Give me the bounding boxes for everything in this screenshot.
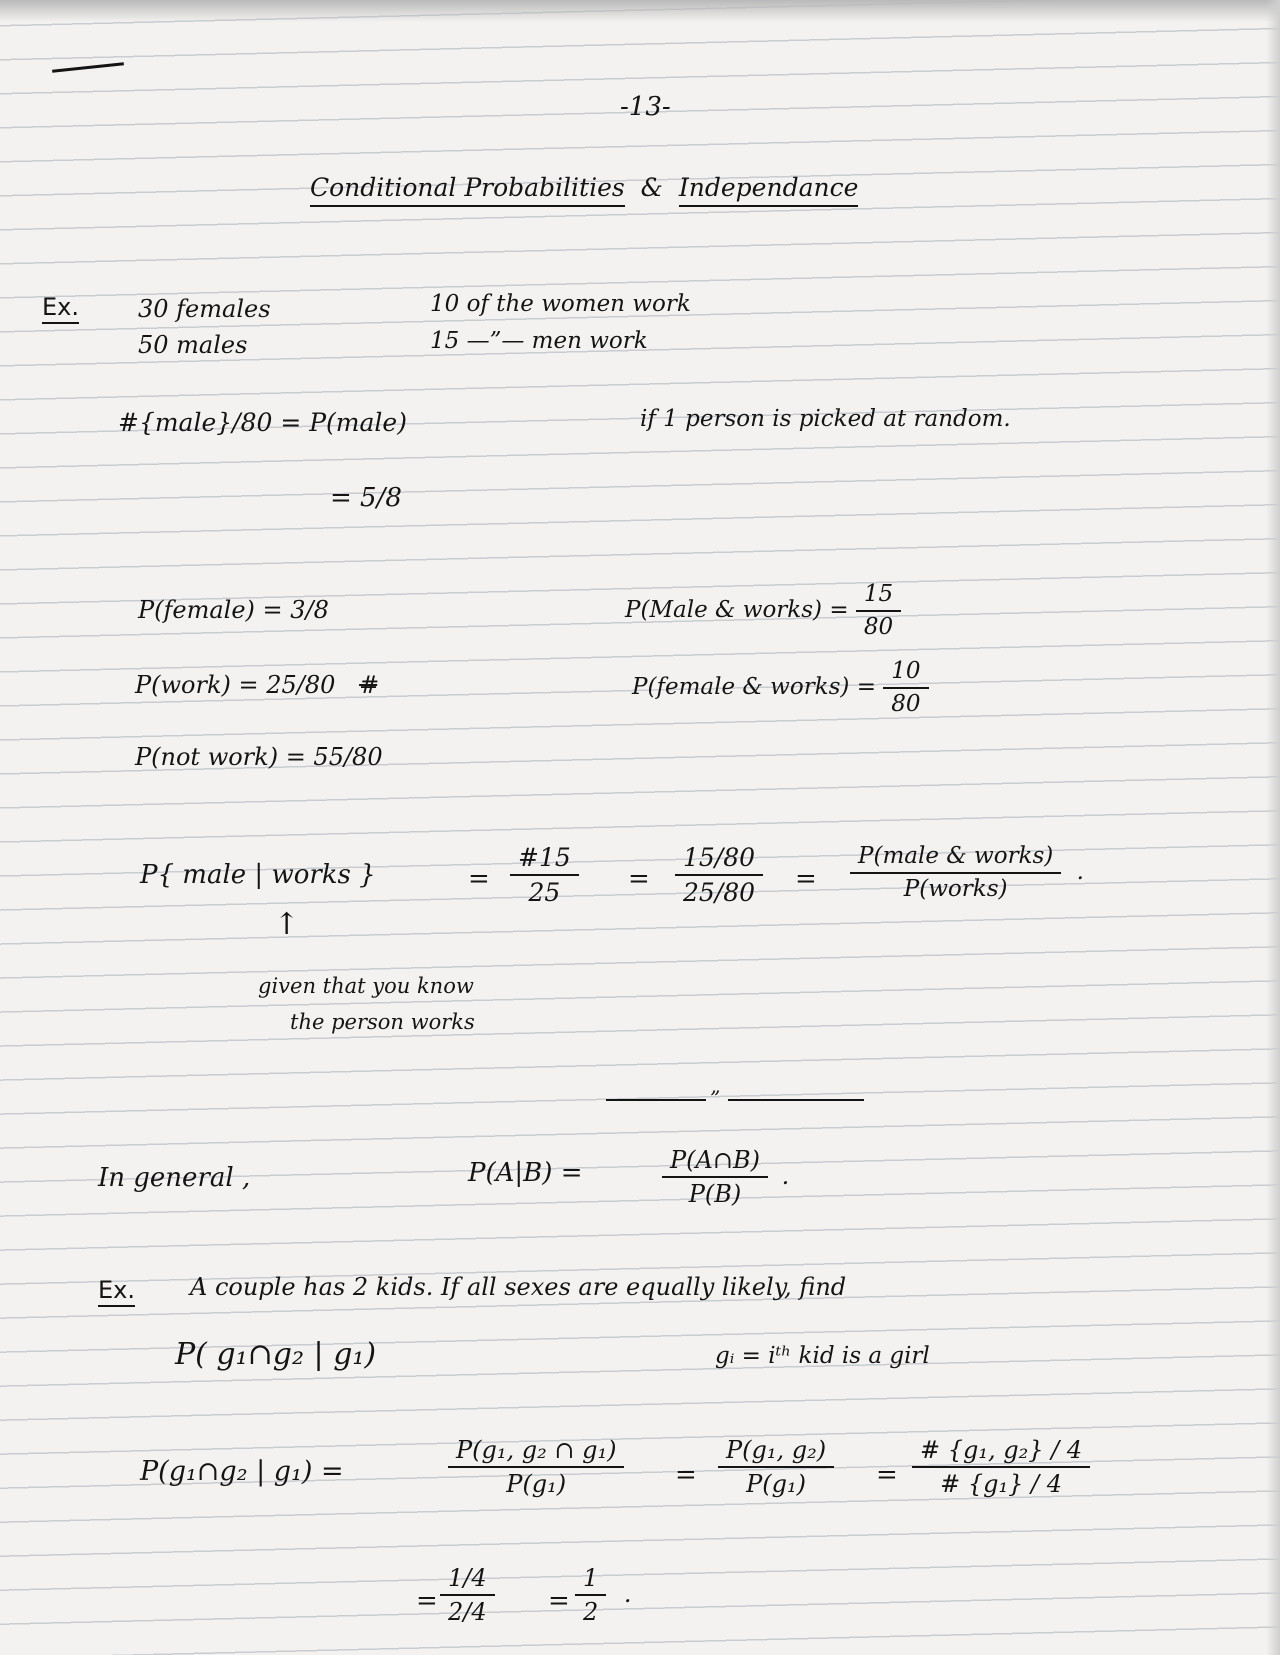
example-2-eq-3: = (416, 1586, 438, 1616)
example-2-lhs: P(g₁∩g₂ | g₁) = (140, 1456, 344, 1487)
example-2-eq-2: = (876, 1460, 898, 1490)
stray-pen-stroke (52, 62, 124, 73)
females-count: 30 females (138, 295, 271, 323)
p-work (135, 673, 377, 697)
fraction-denominator: P(works) (903, 876, 1008, 902)
p-female-and-works (632, 660, 929, 716)
example-2-fraction-1 (448, 1438, 624, 1496)
title-part-2: Independance (679, 173, 858, 207)
fraction-numerator: P(A∩B) (662, 1148, 768, 1178)
fraction-denominator: 80 (863, 614, 894, 640)
women-work: 10 of the women work (430, 291, 691, 317)
random-note: if 1 person is picked at random. (640, 406, 1011, 432)
given-note-line-2: the person works (290, 1010, 475, 1034)
fraction-denominator: 80 (891, 691, 921, 717)
example-1-label: Ex. (42, 295, 79, 324)
general-formula-lhs: P(A|B) = (468, 1158, 583, 1188)
conditional-eq-1: = (468, 864, 490, 894)
p-female-works-label: P(female & works) = (632, 674, 876, 700)
fraction-numerator: 1 (575, 1566, 606, 1596)
sentence-period: . (623, 1579, 632, 1608)
separator-right (728, 1099, 864, 1101)
separator-left (606, 1099, 706, 1101)
conditional-fraction-1 (510, 845, 579, 905)
fraction-numerator: #15 (510, 845, 579, 876)
example-2-query: P( g₁∩g₂ | g₁) (175, 1337, 377, 1372)
fraction-numerator: 10 (883, 660, 928, 689)
fraction-numerator: 1/4 (440, 1566, 495, 1596)
fraction-numerator: P(g₁, g₂) (718, 1438, 834, 1468)
p-female-works-fraction (883, 660, 928, 716)
example-2-fraction-5 (575, 1566, 632, 1624)
example-2-eq-4: = (548, 1586, 570, 1616)
conditional-eq-2: = (628, 864, 650, 894)
title-ampersand: & (640, 173, 663, 202)
fraction-numerator: # {g₁, g₂} / 4 (912, 1438, 1090, 1468)
p-male-value: = 5/8 (330, 483, 402, 513)
sentence-period: . (781, 1161, 790, 1190)
fraction-denominator: 25 (528, 878, 561, 907)
scan-shadow-top (0, 0, 1280, 22)
given-arrow-icon: ↑ (274, 907, 300, 942)
fraction-denominator: 2 (583, 1598, 599, 1626)
example-2-statement: A couple has 2 kids. If all sexes are equally likely, find (190, 1273, 847, 1301)
p-male-works-label: P(Male & works) = (625, 597, 849, 623)
title-part-1: Conditional Probabilities (310, 173, 625, 207)
general-formula-fraction (662, 1148, 789, 1206)
page-number: -13- (620, 92, 671, 122)
p-male-works-fraction (856, 583, 901, 639)
males-count: 50 males (138, 331, 248, 359)
separator-mark: ” (710, 1086, 721, 1110)
p-work-text: P(work) = 25/80 (135, 671, 336, 699)
example-2-fraction-3 (912, 1438, 1090, 1496)
sentence-period: . (1076, 859, 1084, 885)
page-title (310, 175, 858, 200)
p-female: P(female) = 3/8 (138, 596, 329, 624)
p-male-definition: #{male}/80 = P(male) (118, 408, 407, 437)
scan-shadow-right (1266, 0, 1280, 1655)
girl-definition: gᵢ = iᵗʰ kid is a girl (715, 1343, 930, 1369)
fraction-denominator: 2/4 (448, 1598, 487, 1626)
example-2-eq-1: = (675, 1460, 697, 1490)
fraction-numerator: P(male & works) (850, 845, 1061, 874)
men-work: 15 —”— men work (430, 328, 648, 354)
p-male-and-works (625, 583, 901, 639)
p-not-work: P(not work) = 55/80 (135, 743, 383, 771)
given-note-line-1: given that you know (258, 974, 474, 998)
fraction-numerator: 15/80 (675, 845, 763, 876)
fraction-denominator: # {g₁} / 4 (940, 1470, 1062, 1498)
scribble-mark: # (359, 671, 378, 699)
fraction-numerator: P(g₁, g₂ ∩ g₁) (448, 1438, 624, 1468)
example-2-fraction-2 (718, 1438, 834, 1496)
conditional-eq-3: = (795, 864, 817, 894)
fraction-denominator: P(g₁) (746, 1470, 806, 1498)
fraction-numerator: 15 (856, 583, 901, 612)
in-general-label: In general , (98, 1163, 251, 1193)
conditional-lhs: P{ male | works } (140, 860, 376, 890)
fraction-denominator: P(B) (688, 1180, 742, 1208)
conditional-fraction-3 (850, 845, 1084, 901)
fraction-denominator: P(g₁) (506, 1470, 567, 1498)
fraction-denominator: 25/80 (683, 878, 756, 907)
example-2-label: Ex. (98, 1278, 135, 1307)
example-2-fraction-4 (440, 1566, 495, 1624)
conditional-fraction-2 (675, 845, 763, 905)
